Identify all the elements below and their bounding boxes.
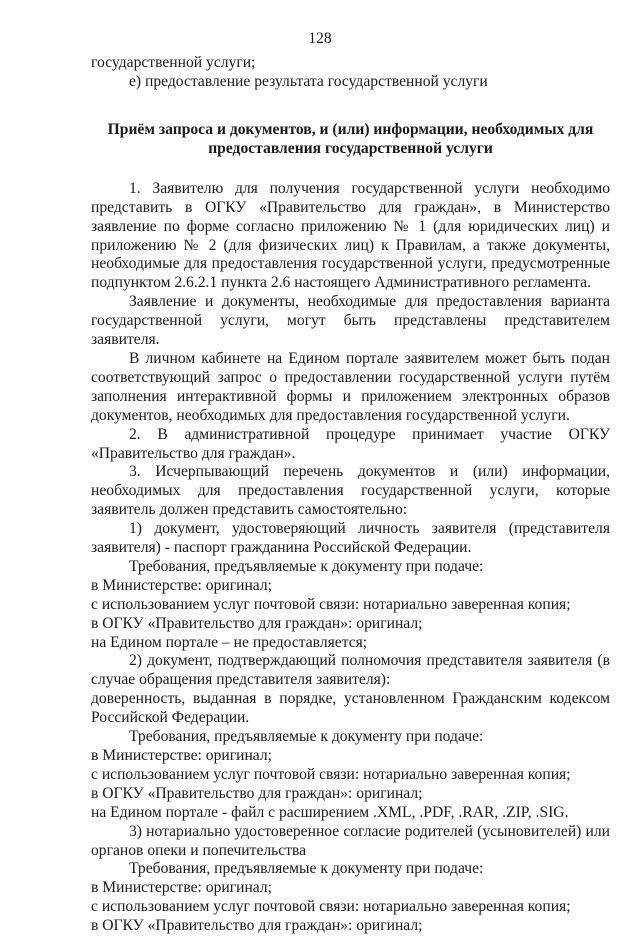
requirement-ogku: в ОГКУ «Правительство для граждан»: оригинал; — [91, 917, 423, 935]
requirement-ogku: в ОГКУ «Правительство для граждан»: оригинал; — [91, 614, 423, 632]
paragraph-2: Заявление и документы, необходимые для предоставления варианта государственной услуги, могут быть представлены представителем заявителя. — [91, 293, 610, 349]
requirement-ministry: в Министерстве: оригинал; — [91, 747, 272, 764]
paragraph-doc-2: 2) документ, подтверждающий полномочия представителя заявителя (в случае обращения представителя заявителя): — [91, 652, 610, 689]
requirements-heading: Требования, предъявляемые к документу при подаче: — [129, 728, 484, 746]
list-item-e: е) предоставление результата государственной услуги — [129, 72, 488, 90]
requirement-ministry: в Министерстве: оригинал; — [91, 879, 272, 897]
requirement-post: с использованием услуг почтовой связи: нотариально заверенная копия; — [91, 898, 571, 916]
paragraph-4: 2. В административной процедуре принимает участие ОГКУ «Правительство для граждан». — [91, 425, 610, 462]
requirement-post: с использованием услуг почтовой связи: нотариально заверенная копия; — [91, 765, 571, 783]
section-heading: Приём запроса и документов, и (или) информации, необходимых для предоставления государственной услуги — [107, 120, 594, 157]
requirement-post: с использованием услуг почтовой связи: нотариально заверенная копия; — [91, 595, 571, 613]
requirements-heading: Требования, предъявляемые к документу при подаче: — [129, 557, 484, 575]
paragraph-6: 1) документ, удостоверяющий личность заявителя (представителя заявителя) - паспорт гражданина Российской Федерации. — [91, 520, 610, 557]
requirement-ogku: в ОГКУ «Правительство для граждан»: оригинал; — [91, 784, 423, 802]
paragraph-3: В личном кабинете на Едином портале заявителем может быть подан соответствующий запрос о предоставлении государственной услуги путём заполнения интерактивной формы и приложением электронных образов документов, необходимых для предоставления государственной услуги. — [91, 349, 610, 424]
paragraph-power-of-attorney: доверенность, выданная в порядке, установленном Гражданским кодексом Российской Федерации. — [91, 690, 610, 727]
paragraph-doc-3: 3) нотариально удостоверенное согласие родителей (усыновителей) или органов опеки и попечительства — [91, 822, 610, 859]
paragraph-5: 3. Исчерпывающий перечень документов и (или) информации, необходимых для предоставления государственной услуги, которые заявитель должен представить самостоятельно: — [91, 463, 610, 519]
requirements-heading: Требования, предъявляемые к документу при подаче: — [129, 860, 484, 878]
paragraph-1: 1. Заявителю для получения государственной услуги необходимо представить в ОГКУ «Правительство для граждан», в Министерство заявление по форме согласно приложению № 1 (для юридических лиц) и приложению № 2 (для физических лиц) к Правилам, а также документы, необходимые для предоставления государственной услуги, предусмотренные подпунктом 2.6.2.1 пункта 2.6 настоящего Административного регламента. — [91, 179, 610, 292]
requirement-portal: на Едином портале – не предоставляется; — [91, 633, 368, 651]
requirement-ministry: в Министерстве: оригинал; — [91, 576, 272, 594]
document-body — [91, 54, 610, 936]
page-number: 128 — [308, 30, 332, 47]
continuation-line: государственной услуги; — [91, 54, 256, 71]
requirement-portal: на Едином портале - файл с расширением .XML, .PDF, .RAR, .ZIP, .SIG. — [91, 803, 569, 821]
